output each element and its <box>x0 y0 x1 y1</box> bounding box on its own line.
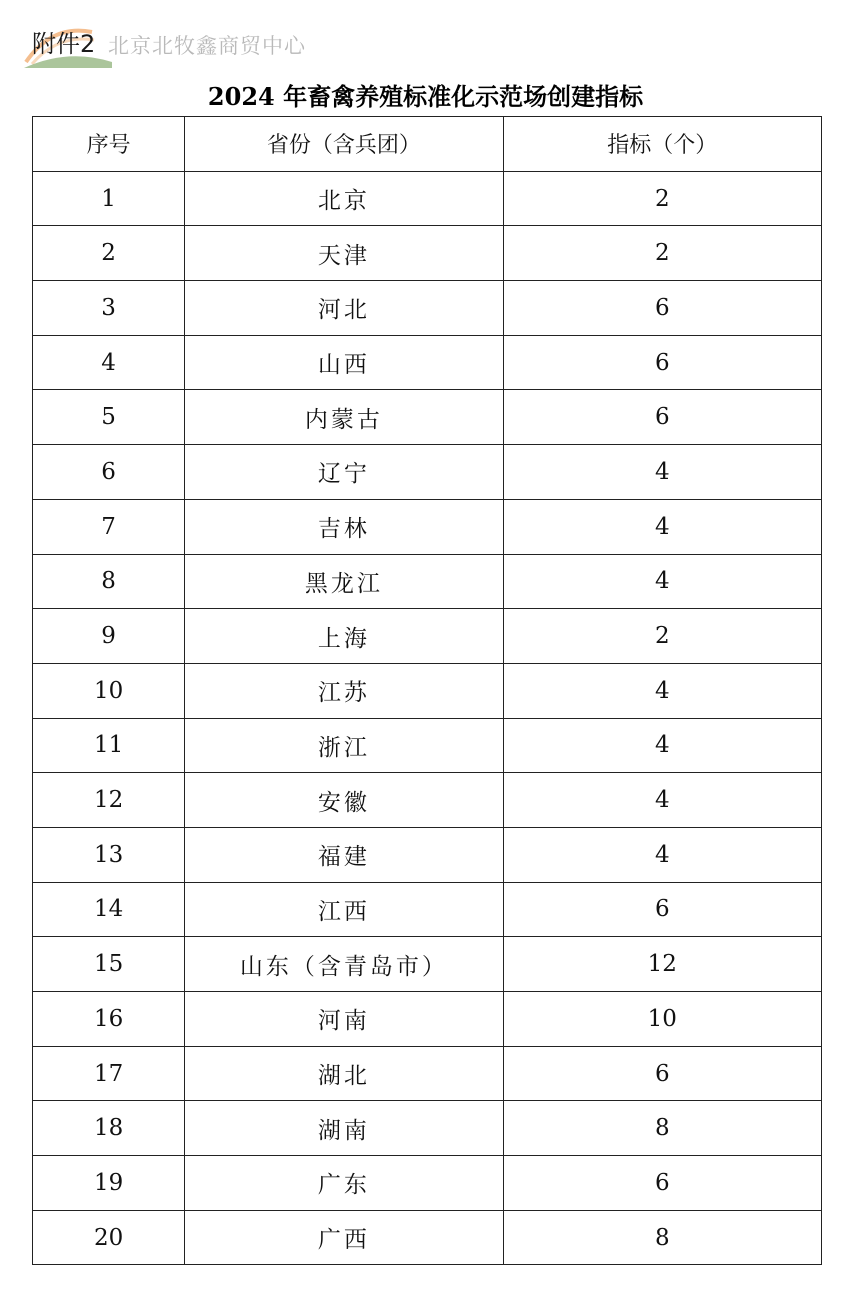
cell-serial-number: 9 <box>33 609 185 664</box>
cell-quota: 4 <box>503 445 821 500</box>
attachment-label: 附件2 <box>32 30 96 58</box>
document-header <box>0 0 851 78</box>
table-header-row <box>33 117 822 172</box>
cell-province: 天津 <box>185 226 503 281</box>
cell-quota: 10 <box>503 992 821 1047</box>
table-row <box>33 554 822 609</box>
table-row <box>33 499 822 554</box>
cell-serial-number: 2 <box>33 226 185 281</box>
table-row <box>33 882 822 937</box>
cell-province: 河南 <box>185 992 503 1047</box>
cell-quota: 4 <box>503 718 821 773</box>
table-row <box>33 773 822 828</box>
table-row <box>33 718 822 773</box>
cell-province: 吉林 <box>185 499 503 554</box>
cell-serial-number: 1 <box>33 171 185 226</box>
cell-serial-number: 19 <box>33 1156 185 1211</box>
cell-quota: 4 <box>503 773 821 828</box>
cell-serial-number: 8 <box>33 554 185 609</box>
table-row <box>33 1046 822 1101</box>
cell-quota: 6 <box>503 882 821 937</box>
cell-quota: 8 <box>503 1101 821 1156</box>
cell-province: 上海 <box>185 609 503 664</box>
table-row <box>33 992 822 1047</box>
cell-serial-number: 6 <box>33 445 185 500</box>
table-row <box>33 827 822 882</box>
cell-serial-number: 7 <box>33 499 185 554</box>
cell-province: 山西 <box>185 335 503 390</box>
cell-quota: 12 <box>503 937 821 992</box>
cell-province: 广西 <box>185 1210 503 1265</box>
cell-quota: 6 <box>503 1156 821 1211</box>
table-row <box>33 390 822 445</box>
cell-serial-number: 12 <box>33 773 185 828</box>
cell-quota: 6 <box>503 1046 821 1101</box>
column-header-quota: 指标（个） <box>503 117 821 172</box>
cell-province: 湖北 <box>185 1046 503 1101</box>
document-title: 2024 年畜禽养殖标准化示范场创建指标 <box>207 82 644 111</box>
cell-serial-number: 16 <box>33 992 185 1047</box>
cell-quota: 2 <box>503 609 821 664</box>
table-row <box>33 1210 822 1265</box>
cell-quota: 6 <box>503 281 821 336</box>
cell-province: 内蒙古 <box>185 390 503 445</box>
cell-province: 山东（含青岛市） <box>185 937 503 992</box>
cell-serial-number: 18 <box>33 1101 185 1156</box>
column-header-province: 省份（含兵团） <box>185 117 503 172</box>
cell-province: 安徽 <box>185 773 503 828</box>
table-body <box>33 171 822 1265</box>
table-row <box>33 663 822 718</box>
table-row <box>33 171 822 226</box>
cell-province: 北京 <box>185 171 503 226</box>
cell-serial-number: 14 <box>33 882 185 937</box>
cell-province: 河北 <box>185 281 503 336</box>
table-row <box>33 226 822 281</box>
cell-serial-number: 4 <box>33 335 185 390</box>
watermark-text: 北京北牧鑫商贸中心 <box>108 34 306 58</box>
table-row <box>33 445 822 500</box>
cell-serial-number: 20 <box>33 1210 185 1265</box>
cell-quota: 2 <box>503 171 821 226</box>
cell-province: 广东 <box>185 1156 503 1211</box>
cell-province: 江苏 <box>185 663 503 718</box>
cell-province: 江西 <box>185 882 503 937</box>
cell-serial-number: 11 <box>33 718 185 773</box>
cell-quota: 6 <box>503 335 821 390</box>
cell-serial-number: 17 <box>33 1046 185 1101</box>
table-row <box>33 281 822 336</box>
cell-quota: 8 <box>503 1210 821 1265</box>
cell-quota: 4 <box>503 499 821 554</box>
cell-serial-number: 5 <box>33 390 185 445</box>
cell-province: 黑龙江 <box>185 554 503 609</box>
cell-serial-number: 10 <box>33 663 185 718</box>
table-row <box>33 1101 822 1156</box>
cell-quota: 6 <box>503 390 821 445</box>
table-row <box>33 609 822 664</box>
cell-serial-number: 13 <box>33 827 185 882</box>
cell-province: 福建 <box>185 827 503 882</box>
cell-province: 湖南 <box>185 1101 503 1156</box>
column-header-no: 序号 <box>33 117 185 172</box>
cell-province: 浙江 <box>185 718 503 773</box>
cell-serial-number: 15 <box>33 937 185 992</box>
cell-quota: 4 <box>503 663 821 718</box>
table-row <box>33 335 822 390</box>
cell-quota: 4 <box>503 827 821 882</box>
cell-quota: 2 <box>503 226 821 281</box>
table-row <box>33 937 822 992</box>
cell-serial-number: 3 <box>33 281 185 336</box>
quota-table <box>32 116 822 1265</box>
cell-province: 辽宁 <box>185 445 503 500</box>
table-row <box>33 1156 822 1211</box>
cell-quota: 4 <box>503 554 821 609</box>
